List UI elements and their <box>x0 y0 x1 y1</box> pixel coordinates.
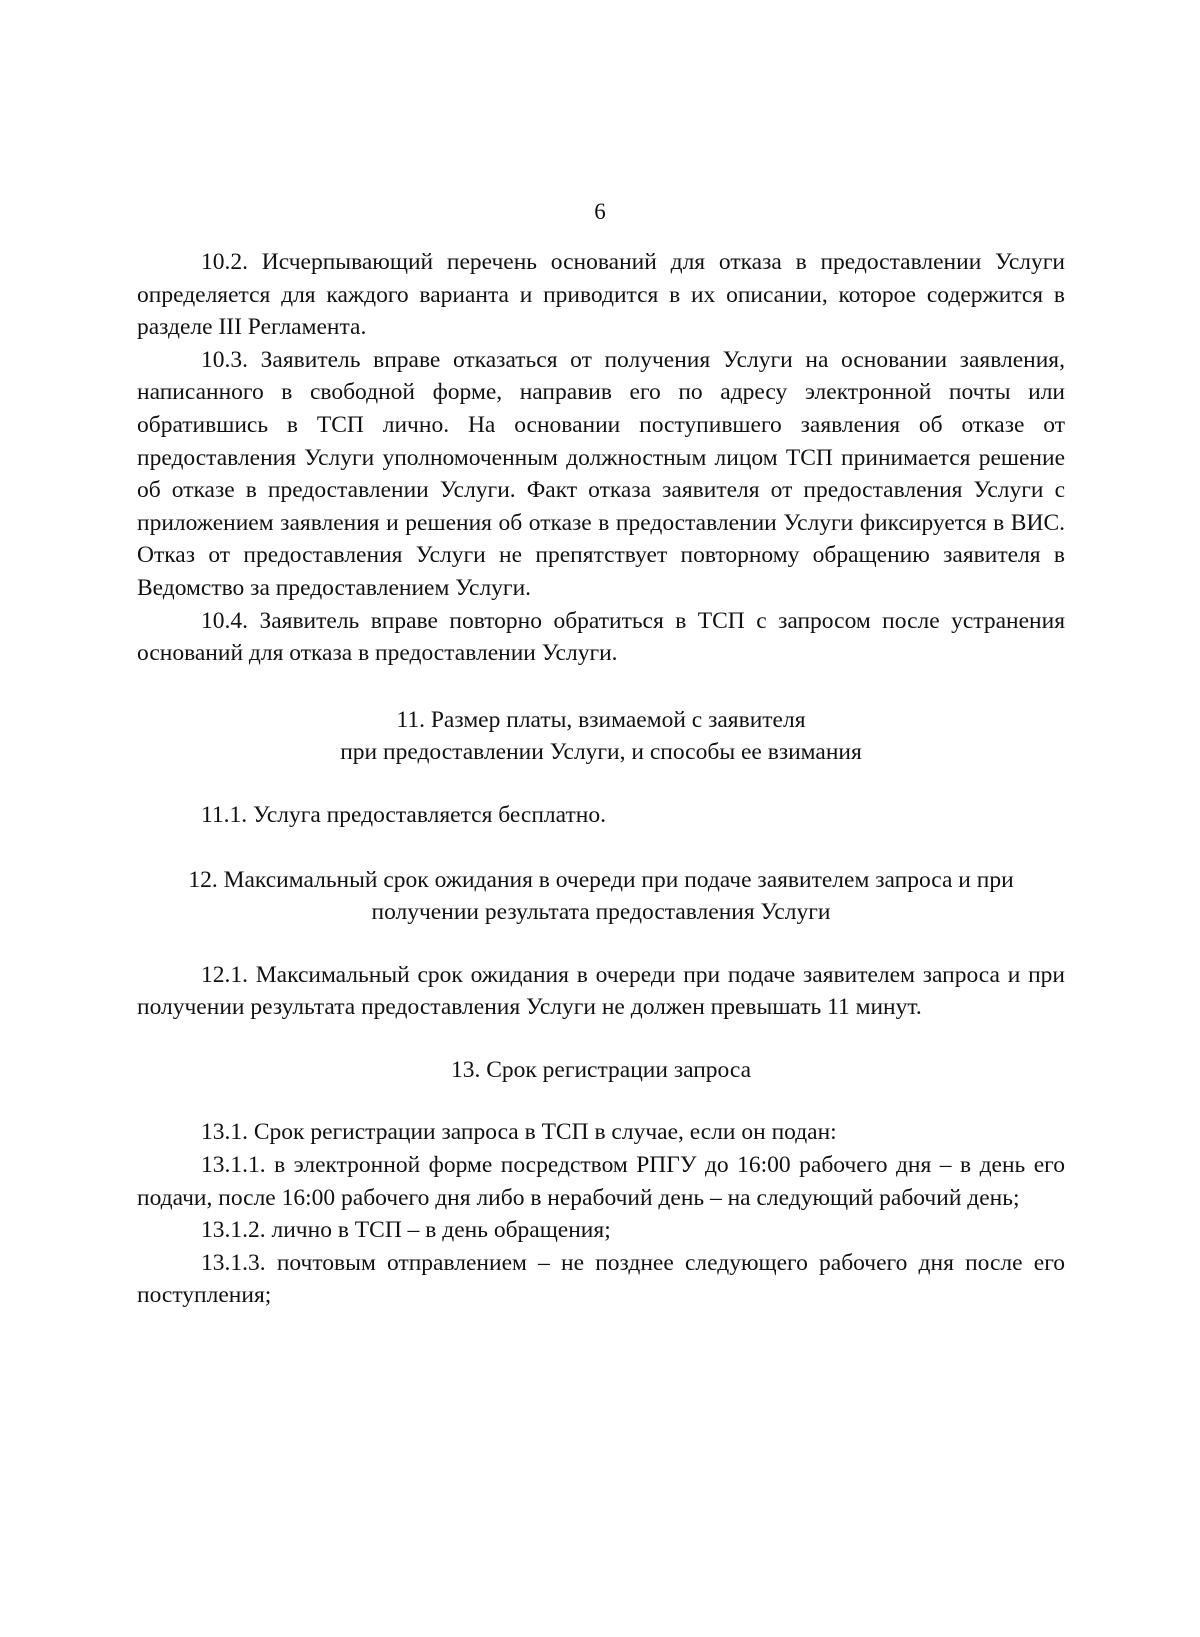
paragraph-10-3: 10.3. Заявитель вправе отказаться от получения Услуги на основании заявления, написанного в свободной форме, направив его по адресу электронной почты или обратившись в ТСП лично. На основании поступившего заявления об отказе от предоставления Услуги уполномоченным должностным лицом ТСП принимается решение об отказе в предоставлении Услуги. Факт отказа заявителя от предоставления Услуги с приложением заявления и решения об отказе в предоставлении Услуги фиксируется в ВИС. Отказ от предоставления Услуги не препятствует повторному обращению заявителя в Ведомство за предоставлением Услуги. <box>137 346 1065 601</box>
section-11-heading-line2: при предоставлении Услуги, и способы ее взимания <box>340 739 862 766</box>
paragraph-13-1: 13.1. Срок регистрации запроса в ТСП в случае, если он подан: <box>201 1119 837 1146</box>
page-number: 6 <box>594 199 606 224</box>
section-12-heading <box>137 864 1065 929</box>
paragraph-12-1: 12.1. Максимальный срок ожидания в очереди при подаче заявителем запроса и при получении результата предоставления Услуги не должен превышать 11 минут. <box>137 961 1065 1021</box>
paragraph-10-2: 10.2. Исчерпывающий перечень оснований для отказа в предоставлении Услуги определяется для каждого варианта и приводится в их описании, которое содержится в разделе III Регламента. <box>137 249 1065 341</box>
section-12-heading-line1: 12. Максимальный срок ожидания в очереди при подаче заявителем запроса и при <box>188 866 1014 893</box>
document-body <box>137 246 1065 1312</box>
paragraph-11-1: 11.1. Услуга предоставляется бесплатно. <box>201 801 606 828</box>
paragraph-10-4: 10.4. Заявитель вправе повторно обратиться в ТСП с запросом после устранения оснований для отказа в предоставлении Услуги. <box>137 607 1065 667</box>
section-11-heading-line1: 11. Размер платы, взимаемой с заявителя <box>396 706 806 733</box>
paragraph-13-1-3: 13.1.3. почтовым отправлением – не позднее следующего рабочего дня после его поступления; <box>137 1249 1065 1309</box>
section-13-heading-text: 13. Срок регистрации запроса <box>450 1056 752 1083</box>
paragraph-13-1-2: 13.1.2. лично в ТСП – в день обращения; <box>201 1217 611 1244</box>
paragraph-13-1-1: 13.1.1. в электронной форме посредством РПГУ до 16:00 рабочего дня – в день его подачи, после 16:00 рабочего дня либо в нерабочий день – на следующий рабочий день; <box>137 1152 1065 1211</box>
section-13-heading <box>137 1054 1065 1087</box>
section-12-heading-line2: получении результата предоставления Услуги <box>371 899 831 926</box>
section-11-heading <box>137 704 1065 769</box>
